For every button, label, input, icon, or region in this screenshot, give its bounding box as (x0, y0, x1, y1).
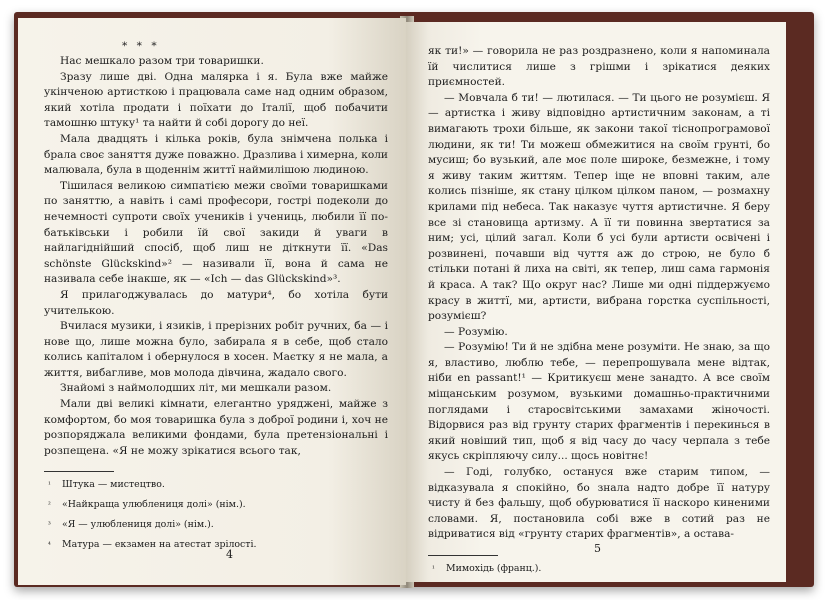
footnote (48, 498, 388, 512)
footnote (48, 478, 388, 492)
page-number: 5 (594, 542, 601, 555)
footnote-divider (428, 555, 498, 556)
paragraph: — Розумію! Ти й не здібна мене розуміти. Не знаю, за що я, властиво, люблю тебе, — перепрошувала мене відтак, ніби en passant!¹ — Критикуєш мене занадто. А все своїм міщанським розумом, вузькими домашньо-практичними поглядами і старосвітськими замахами жіночості. Відорвися раз від грунту старих фрагментів і перекинься в який новіший тип, щоб я від часу до часу черпала з тебе якусь скріпляючу силу... щось новітнє! (428, 341, 770, 463)
left-page-text (44, 54, 388, 459)
footnote-text: «Я — улюблениця долі» (нім.). (62, 519, 214, 531)
paragraph: — Годі, голубко, остануся вже старим типом, — відказувала я спокійно, бо знала надто добре її натуру чисту й без фальшу, щоб обурюватися її наскоро киненими словами. Я, постановила собі вже в сотий раз не відриватися від «грунту старих фрагментів», а остава- (428, 466, 770, 541)
paragraph: Знайомі з наймолодших літ, ми мешкали разом. (60, 382, 332, 395)
left-page (18, 18, 406, 585)
paragraph: Вчилася музики, і язиків, і прерізних робіт ручних, ба — і нове що, лише можна було, забирала я в себе, щоб стало колись капіталом і обернулося в хосен. Маєтку я не мала, а життя, вибагливе, мов молода дівчина, жадало свого. (44, 320, 388, 379)
right-page-text (428, 44, 770, 543)
paragraph: Нас мешкало разом три товаришки. (60, 55, 264, 67)
paragraph: Мали дві великі кімнати, елегантно уряджені, майже з комфортом, бо моя товаришка була з доброї родини і, хоч не розпоряджала великими фондами, була претензіональні і розпещена. «Я не можу зрікатися всього так, (44, 398, 388, 457)
footnote-number: ¹ (432, 565, 435, 573)
footnote-text: Штука — мистецтво. (62, 479, 165, 491)
section-break: * * * (122, 40, 160, 52)
page-number: 4 (226, 548, 233, 561)
footnote (48, 518, 388, 532)
footnote-text: Мимохідь (франц.). (446, 563, 542, 574)
paragraph: Тішилася великою симпатією межи своїми товаришками по заняттю, а навіть і самі професори, гострі подеколи до нечемності супроти своїх учеників і учениць, любили її по-батьківськи і робили їй свої закиди й уваги в найлагіднійший спосіб, щоб лиш не діткнути її. «Das schönste Glückskind»² — називали її, вона й сама не називала себе інакше, як — «Ich — das Glückskind»³. (44, 179, 388, 286)
footnote (432, 562, 770, 576)
paragraph: — Розумію. (444, 325, 508, 338)
right-page (406, 22, 786, 582)
footnote-number: ² (48, 501, 51, 510)
footnote-divider (44, 471, 114, 472)
footnote-text: «Найкраща улюблениця долі» (нім.). (62, 499, 246, 511)
paragraph: як ти!» — говорила не раз роздразнено, коли я напоминала їй числитися лише з грішми і зрікатися деяких приємностей. (428, 45, 770, 89)
paragraph: Зразу лише дві. Одна малярка і я. Була вже майже укінченою артисткою і працювала саме над одним образом, який хотіла продати і поїхати до Італії, щоб побачити тамошню штуку¹ та найти й собі дорогу до неї. (44, 70, 388, 130)
paragraph: Мала двадцять і кілька років, була знімчена полька і брала своє заняття дуже поважно. Дразлива і химерна, коли малювала, була в щоденнім життї наймилішою людиною. (44, 132, 388, 177)
footnote-number: ⁴ (48, 541, 51, 550)
paragraph: Я прилагоджувалась до матури⁴, бо хотіла бути учителькою. (44, 288, 388, 317)
footnote-text: Матура — екзамен на атестат зрілості. (62, 539, 257, 551)
footnote-number: ¹ (48, 481, 51, 490)
paragraph: — Мовчала б ти! — лютилася. — Ти цього не розумієш. Я — артистка і живу відповідно артистичним законам, а ті вимагають трохи більше, як закони такої тіснопрограмової людини, як ти! Ти можеш обмежитися на своїм грунті, бо мусиш; бо вузький, але моє поле широке, безмежне, і тому я живу таким життям. Тепер іще не вповні таким, але колись пізніше, як стану цілком цілком паном, — розмахну крилами під небеса. Так наказує чуття артистичне. Я беру все зі становища артизму. А її ти повинна звертатися за ним; усі, цілий загал. Коли б усі були артисти освічені і розвинені, почавши від чуття аж до строю, не було б стільки потані й лиха на світі, як тепер, лиш сама гармонія й краса. А так? Що округ нас? Лише ми одні піддержуємо красу в життї, ми, артисти, вибрана горстка суспільності, розумієш? (428, 91, 770, 323)
footnote-number: ³ (48, 521, 51, 530)
footnote (48, 538, 388, 552)
